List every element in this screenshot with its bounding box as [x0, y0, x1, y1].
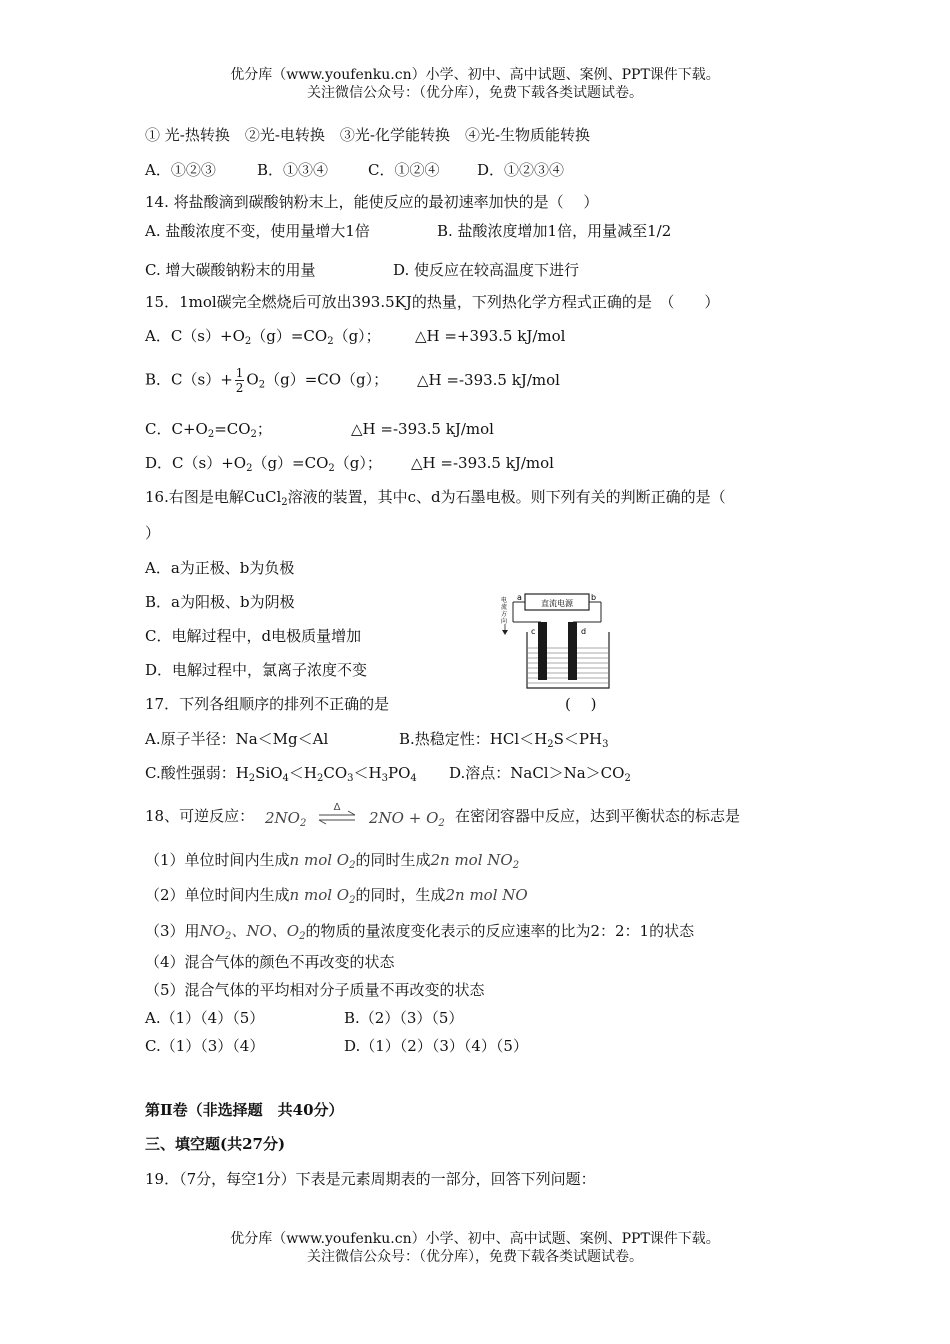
- q18-eq-left-text: 2NO: [265, 809, 300, 827]
- subscript: 2: [512, 860, 520, 871]
- label-d: d: [581, 627, 587, 636]
- q18-s3-text: （3）用: [145, 922, 200, 940]
- subscript: 2: [244, 336, 252, 347]
- q13-option-b: B．①③④: [257, 161, 329, 179]
- q15-c-text: ；: [256, 420, 272, 438]
- fraction-denominator: 2: [235, 381, 244, 395]
- q18-s1-text: 的同时生成: [355, 851, 431, 869]
- q18-s2-text: 的同时，生成: [355, 886, 446, 904]
- q18-stem: [145, 802, 741, 829]
- subscript: 3: [347, 773, 354, 784]
- q15-a-text: （g）=CO: [251, 327, 328, 345]
- q15-stem: 15．1mol碳完全燃烧后可放出393.5KJ的热量，下列热化学方程式正确的是 （ ）: [145, 293, 720, 311]
- label-c: c: [531, 627, 536, 636]
- q16-option-c: C．电解过程中，d电极质量增加: [145, 627, 362, 645]
- q18-s1-text: （1）单位时间内生成: [145, 851, 290, 869]
- subscript: 2: [250, 429, 257, 440]
- q13-option-a: A．①②③: [145, 161, 216, 179]
- q15-b-enthalpy: △H =-393.5 kJ/mol: [417, 371, 560, 389]
- subscript: 2: [246, 463, 253, 474]
- q15-d-text: D．C（s）+O: [145, 454, 247, 472]
- fraction-numerator: 1: [235, 366, 244, 380]
- formula-text: n mol O: [289, 851, 350, 869]
- page-footer: [0, 1230, 950, 1266]
- q18-s3-formula: [200, 922, 306, 940]
- q15-c-text: =CO: [214, 420, 251, 438]
- q18-statement-5: （5）混合气体的平均相对分子质量不再改变的状态: [145, 981, 485, 999]
- q17-b-text: B.热稳定性：HCl＜H: [399, 730, 548, 748]
- q18-stem-text: 在密闭容器中反应，达到平衡状态的标志是: [455, 807, 741, 825]
- q18-eq-right: [369, 808, 445, 828]
- subscript: 2: [438, 818, 445, 829]
- q18-statement-4: （4）混合气体的颜色不再改变的状态: [145, 953, 395, 971]
- subscript: 3: [381, 773, 389, 784]
- q16-stem: [145, 487, 726, 507]
- electrolysis-diagram: [497, 592, 612, 690]
- electrode-c: [538, 622, 547, 680]
- q17-c-text: ＜H: [288, 764, 318, 782]
- q18-option-b: B.（2）（3）（5）: [344, 1009, 464, 1027]
- q15-b-text: O: [246, 370, 259, 389]
- subscript: 2: [281, 497, 288, 508]
- subscript: 3: [602, 739, 609, 750]
- q18-s2-text: （2）单位时间内生成: [145, 886, 290, 904]
- power-source-label: 直流电源: [541, 599, 573, 608]
- q17-c-text: PO: [388, 764, 411, 782]
- q15-d-text: （g）=CO: [252, 454, 329, 472]
- q18-statement-3: [145, 921, 694, 941]
- q17-options-cd: [145, 763, 631, 784]
- q14-option-c: C. 增大碳酸钠粉末的用量: [145, 261, 316, 279]
- q13-items: ① 光-热转换 ②光-电转换 ③光-化学能转换 ④光-生物质能转换: [145, 126, 591, 144]
- q15-d-enthalpy: △H =-393.5 kJ/mol: [411, 454, 554, 472]
- subscript: 2: [327, 336, 334, 347]
- q18-option-d: D.（1）（2）（3）（4）（5）: [344, 1037, 528, 1055]
- q15-option-d: [145, 453, 554, 474]
- current-label-char: 方: [501, 611, 508, 618]
- q18-options-ab: [145, 1008, 464, 1028]
- q13-options: [145, 160, 565, 180]
- formula-text: NO: [199, 922, 225, 940]
- current-label-char: 电: [501, 597, 508, 604]
- q18-stem-text: 18、可逆反应：: [145, 807, 255, 825]
- subscript: 2: [299, 931, 306, 942]
- subscript: 2: [349, 860, 356, 871]
- q18-s2-formula: [290, 886, 356, 904]
- q18-s1-formula: [430, 851, 519, 869]
- header-line-2: 关注微信公众号：（优分库），免费下载各类试题试卷。: [307, 85, 643, 101]
- q14-options-cd: [145, 260, 580, 280]
- q13-option-d: D．①②③④: [477, 161, 565, 179]
- current-label-char: 向: [501, 618, 508, 625]
- q17-option-a: A.原子半径：Na＜Mg＜Al: [145, 730, 329, 748]
- q19-stem: 19．（7分，每空1分）下表是元素周期表的一部分，回答下列问题：: [145, 1170, 596, 1188]
- q17-c-text: C.酸性强弱：H: [145, 764, 249, 782]
- q18-statement-1: [145, 850, 519, 870]
- formula-text: 2n mol NO: [430, 851, 513, 869]
- formula-text: 、NO、O: [231, 922, 300, 940]
- part-2-title: 第Ⅱ卷（非选择题 共40分）: [145, 1101, 344, 1119]
- q17-option-b: [399, 729, 608, 749]
- q14-stem: 14. 将盐酸滴到碳酸钠粉末上，能使反应的最初速率加快的是（ ）: [145, 193, 599, 211]
- subscript: 2: [299, 818, 307, 829]
- subscript: 4: [410, 773, 417, 784]
- q14-option-a: A. 盐酸浓度不变，使用量增大1倍: [145, 222, 370, 240]
- q18-eq-left: [265, 808, 306, 828]
- q17-c-text: SiO: [255, 764, 283, 782]
- subscript: 2: [349, 895, 356, 906]
- q17-option-c: [145, 764, 417, 782]
- q17-b-text: S＜PH: [553, 730, 603, 748]
- electrolysis-svg: [497, 592, 612, 690]
- q17-answer-paren: ( ): [565, 695, 597, 713]
- footer-line-1: 优分库（www.youfenku.cn）小学、初中、高中试题、案例、PPT课件下载。: [230, 1231, 720, 1247]
- q13-option-c: C．①②④: [368, 161, 440, 179]
- q14-options-ab: [145, 221, 672, 241]
- q15-d-text: （g）；: [334, 454, 382, 472]
- q18-s3-text: 的物质的量浓度变化表示的反应速率的比为2：2：1的状态: [305, 922, 695, 940]
- q14-option-b: B. 盐酸浓度增加1倍，用量减至1/2: [437, 222, 672, 240]
- q17-option-d: [449, 763, 631, 783]
- q15-c-text: C．C+O: [145, 420, 208, 438]
- q16-stem-cont: ）: [145, 524, 161, 542]
- q14-option-d: D. 使反应在较高温度下进行: [393, 261, 580, 279]
- header-line-1: 优分库（www.youfenku.cn）小学、初中、高中试题、案例、PPT课件下载。: [230, 67, 720, 83]
- q16-option-d: D．电解过程中，氯离子浓度不变: [145, 661, 368, 679]
- subscript: 2: [328, 463, 335, 474]
- q15-a-text: A．C（s）+O: [145, 327, 245, 345]
- formula-text: n mol O: [289, 886, 350, 904]
- q16-stem-text: 溶液的装置，其中c、d为石墨电极。则下列有关的判断正确的是（: [287, 488, 726, 506]
- subscript: 4: [282, 773, 289, 784]
- q18-options-cd: [145, 1036, 528, 1056]
- q16-stem-text: 16.右图是电解CuCl: [145, 488, 282, 506]
- q16-option-b: B．a为阳极、b为阴极: [145, 593, 295, 611]
- q15-b-text: （g）=CO（g）；: [265, 370, 389, 389]
- q17-stem-text: 17．下列各组顺序的排列不正确的是: [145, 695, 390, 713]
- q15-option-c: [145, 419, 494, 440]
- subscript: 2: [224, 931, 232, 942]
- q15-b-text: B．C（s）+: [145, 370, 233, 389]
- q18-s1-formula: [290, 851, 356, 869]
- q15-a-text: （g）；: [333, 327, 381, 345]
- q15-c-enthalpy: △H =-393.5 kJ/mol: [351, 420, 494, 438]
- q17-stem: [145, 694, 597, 714]
- q18-s2-formula: 2n mol NO: [445, 886, 528, 904]
- q17-c-text: ＜H: [353, 764, 382, 782]
- q17-d-text: D.溶点：NaCl＞Na＞CO: [449, 764, 625, 782]
- section-3-title: 三、填空题(共27分): [145, 1135, 286, 1153]
- current-direction-label: [501, 596, 507, 625]
- current-label-char: 流: [501, 604, 508, 611]
- q15-option-b: [145, 366, 560, 395]
- footer-line-2: 关注微信公众号：（优分库），免费下载各类试题试卷。: [307, 1249, 643, 1265]
- q15-option-a: [145, 326, 566, 347]
- subscript: 2: [547, 739, 554, 750]
- q18-option-a: A.（1）（4）（5）: [145, 1009, 265, 1027]
- q16-option-a: A．a为正极、b为负极: [145, 559, 295, 577]
- subscript: 2: [207, 429, 215, 440]
- q18-option-c: C.（1）（3）（4）: [145, 1037, 265, 1055]
- q15-a-enthalpy: △H =+393.5 kJ/mol: [415, 327, 566, 345]
- subscript: 2: [248, 773, 256, 784]
- q17-c-text: CO: [323, 764, 348, 782]
- electrode-d: [568, 622, 577, 680]
- label-b: b: [591, 593, 597, 602]
- page-header: [0, 66, 950, 102]
- delta-label: Δ: [333, 802, 341, 813]
- fraction-one-half: [235, 366, 245, 395]
- label-a: a: [517, 593, 522, 602]
- q18-eq-right-text: 2NO + O: [369, 809, 439, 827]
- subscript: 2: [258, 379, 266, 391]
- reversible-arrow-icon: [317, 800, 357, 835]
- q18-statement-2: [145, 885, 528, 905]
- subscript: 2: [624, 773, 631, 784]
- current-arrowhead: [502, 630, 508, 635]
- subscript: 2: [317, 773, 324, 784]
- q17-options-ab: [145, 729, 609, 750]
